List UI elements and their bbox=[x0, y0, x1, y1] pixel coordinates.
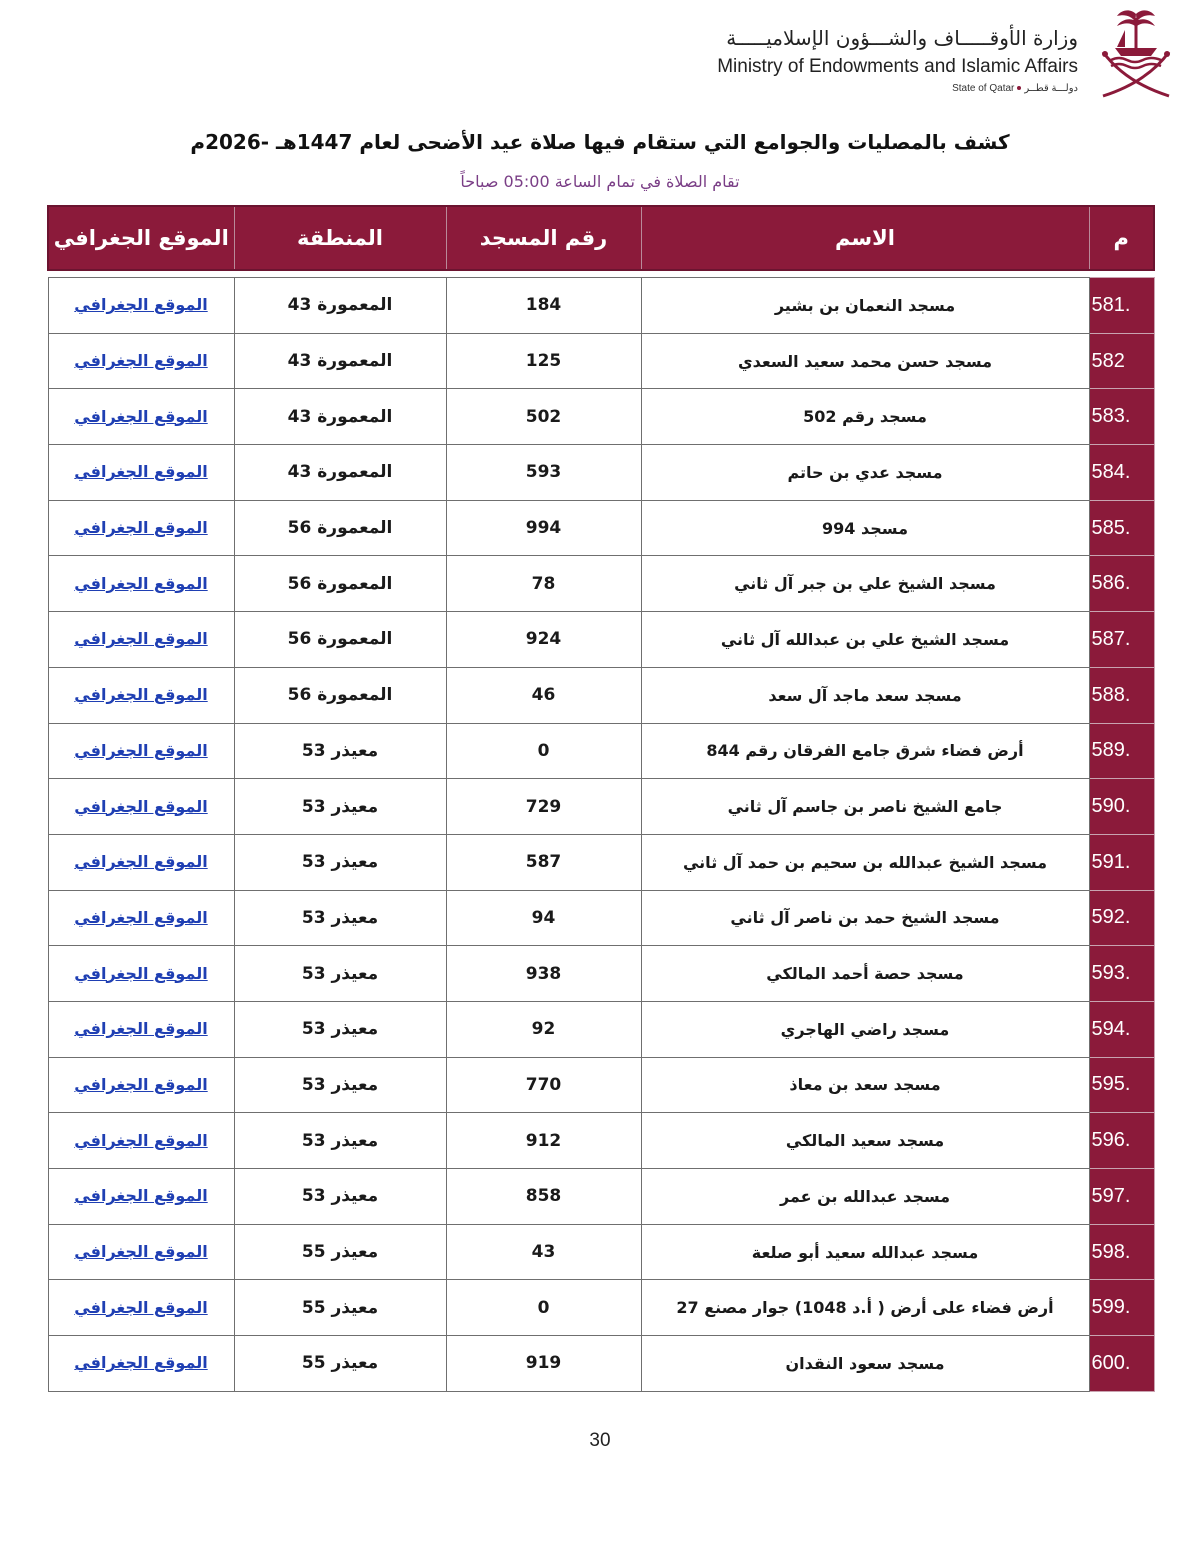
mosque-number-cell: 43 bbox=[446, 1224, 641, 1280]
mosque-name-cell: مسجد سعد ماجد آل سعد bbox=[641, 667, 1089, 723]
table-row bbox=[48, 723, 1154, 779]
location-cell bbox=[48, 1336, 234, 1392]
mosque-name-cell: مسجد عدي بن حاتم bbox=[641, 445, 1089, 501]
mosque-number-cell: 587 bbox=[446, 834, 641, 890]
mosque-number-cell: 78 bbox=[446, 556, 641, 612]
location-cell bbox=[48, 500, 234, 556]
location-cell bbox=[48, 389, 234, 445]
mosque-number-cell: 94 bbox=[446, 890, 641, 946]
location-cell bbox=[48, 1113, 234, 1169]
location-link[interactable]: الموقع الجغرافي bbox=[74, 351, 208, 371]
table-row bbox=[48, 667, 1154, 723]
mosque-number-cell: 593 bbox=[446, 445, 641, 501]
mosque-name-cell: مسجد الشيخ علي بن جبر آل ثاني bbox=[641, 556, 1089, 612]
area-cell: معيذر 53 bbox=[234, 779, 446, 835]
location-link[interactable]: الموقع الجغرافي bbox=[74, 796, 208, 816]
ministry-name-arabic: وزارة الأوقـــــاف والشـــؤون الإسلاميـــــة bbox=[726, 26, 1078, 50]
mosque-number-cell: 994 bbox=[446, 500, 641, 556]
mosque-number-cell: 125 bbox=[446, 333, 641, 389]
mosque-number-cell: 770 bbox=[446, 1057, 641, 1113]
row-index-cell: 590. bbox=[1089, 779, 1154, 835]
location-cell bbox=[48, 946, 234, 1002]
row-index-cell: 583. bbox=[1089, 389, 1154, 445]
row-index-cell: 585. bbox=[1089, 500, 1154, 556]
table-row bbox=[48, 890, 1154, 946]
table-row bbox=[48, 556, 1154, 612]
location-cell bbox=[48, 612, 234, 668]
location-cell bbox=[48, 667, 234, 723]
row-index-cell: 582 bbox=[1089, 333, 1154, 389]
table-row bbox=[48, 1224, 1154, 1280]
table-row bbox=[48, 333, 1154, 389]
mosque-name-cell: جامع الشيخ ناصر بن جاسم آل ثاني bbox=[641, 779, 1089, 835]
area-cell: معيذر 55 bbox=[234, 1336, 446, 1392]
header-spacer bbox=[48, 270, 1154, 278]
location-link[interactable]: الموقع الجغرافي bbox=[74, 740, 208, 760]
location-cell bbox=[48, 1169, 234, 1225]
area-cell: معيذر 53 bbox=[234, 1057, 446, 1113]
area-cell: المعمورة 56 bbox=[234, 556, 446, 612]
mosque-number-cell: 912 bbox=[446, 1113, 641, 1169]
row-index-cell: 595. bbox=[1089, 1057, 1154, 1113]
location-link[interactable]: الموقع الجغرافي bbox=[74, 963, 208, 983]
table-body bbox=[48, 278, 1154, 1392]
location-link[interactable]: الموقع الجغرافي bbox=[74, 1130, 208, 1150]
page-number: 30 bbox=[589, 1430, 611, 1451]
table-row bbox=[48, 946, 1154, 1002]
mosque-number-cell: 919 bbox=[446, 1336, 641, 1392]
ministry-name-english: Ministry of Endowments and Islamic Affairs bbox=[717, 56, 1078, 77]
column-header-area: المنطقة bbox=[234, 206, 446, 270]
table-row bbox=[48, 834, 1154, 890]
location-link[interactable]: الموقع الجغرافي bbox=[74, 1019, 208, 1039]
row-index-cell: 586. bbox=[1089, 556, 1154, 612]
area-cell: المعمورة 43 bbox=[234, 389, 446, 445]
location-cell bbox=[48, 890, 234, 946]
location-cell bbox=[48, 834, 234, 890]
table-row bbox=[48, 278, 1154, 334]
mosque-list-table bbox=[47, 205, 1155, 1392]
location-link[interactable]: الموقع الجغرافي bbox=[74, 1297, 208, 1317]
row-index-cell: 600. bbox=[1089, 1336, 1154, 1392]
document-title: كشف بالمصليات والجوامع التي ستقام فيها صلاة عيد الأضحى لعام 1447هـ -2026م bbox=[190, 130, 1010, 154]
state-label-arabic: دولـــة قطــر bbox=[1024, 83, 1078, 94]
table-row bbox=[48, 389, 1154, 445]
row-index-cell: 592. bbox=[1089, 890, 1154, 946]
row-index-cell: 596. bbox=[1089, 1113, 1154, 1169]
table-row bbox=[48, 1057, 1154, 1113]
location-link[interactable]: الموقع الجغرافي bbox=[74, 406, 208, 426]
row-index-cell: 584. bbox=[1089, 445, 1154, 501]
mosque-name-cell: مسجد سعود النقدان bbox=[641, 1336, 1089, 1392]
area-cell: معيذر 53 bbox=[234, 1169, 446, 1225]
table-row bbox=[48, 1169, 1154, 1225]
location-link[interactable]: الموقع الجغرافي bbox=[74, 573, 208, 593]
area-cell: معيذر 53 bbox=[234, 946, 446, 1002]
row-index-cell: 597. bbox=[1089, 1169, 1154, 1225]
mosque-number-cell: 729 bbox=[446, 779, 641, 835]
area-cell: معيذر 53 bbox=[234, 1113, 446, 1169]
mosque-number-cell: 92 bbox=[446, 1001, 641, 1057]
mosque-number-cell: 502 bbox=[446, 389, 641, 445]
location-link[interactable]: الموقع الجغرافي bbox=[74, 629, 208, 649]
location-link[interactable]: الموقع الجغرافي bbox=[74, 518, 208, 538]
location-cell bbox=[48, 1001, 234, 1057]
column-header-name: الاسم bbox=[641, 206, 1089, 270]
table-row bbox=[48, 779, 1154, 835]
mosque-name-cell: مسجد رقم 502 bbox=[641, 389, 1089, 445]
mosque-name-cell: أرض فضاء شرق جامع الفرقان رقم 844 bbox=[641, 723, 1089, 779]
area-cell: معيذر 53 bbox=[234, 723, 446, 779]
location-link[interactable]: الموقع الجغرافي bbox=[74, 907, 208, 927]
mosque-name-cell: مسجد الشيخ علي بن عبدالله آل ثاني bbox=[641, 612, 1089, 668]
area-cell: المعمورة 56 bbox=[234, 612, 446, 668]
mosque-number-cell: 184 bbox=[446, 278, 641, 334]
location-link[interactable]: الموقع الجغرافي bbox=[74, 1074, 208, 1094]
table-header bbox=[48, 206, 1154, 270]
mosque-name-cell: مسجد 994 bbox=[641, 500, 1089, 556]
mosque-number-cell: 0 bbox=[446, 1280, 641, 1336]
mosque-number-cell: 0 bbox=[446, 723, 641, 779]
row-index-cell: 593. bbox=[1089, 946, 1154, 1002]
area-cell: معيذر 53 bbox=[234, 890, 446, 946]
mosque-name-cell: مسجد حسن محمد سعيد السعدي bbox=[641, 333, 1089, 389]
mosque-name-cell: مسجد عبدالله بن عمر bbox=[641, 1169, 1089, 1225]
location-link[interactable]: الموقع الجغرافي bbox=[74, 295, 208, 315]
location-cell bbox=[48, 723, 234, 779]
prayer-time-subtitle: تقام الصلاة في تمام الساعة 05:00 صباحاً bbox=[460, 172, 740, 191]
location-link[interactable]: الموقع الجغرافي bbox=[74, 1186, 208, 1206]
state-label bbox=[952, 83, 1078, 94]
mosque-name-cell: مسجد حصة أحمد المالكي bbox=[641, 946, 1089, 1002]
row-index-cell: 587. bbox=[1089, 612, 1154, 668]
location-link[interactable]: الموقع الجغرافي bbox=[74, 462, 208, 482]
row-index-cell: 589. bbox=[1089, 723, 1154, 779]
area-cell: معيذر 53 bbox=[234, 834, 446, 890]
location-cell bbox=[48, 445, 234, 501]
area-cell: معيذر 55 bbox=[234, 1280, 446, 1336]
mosque-name-cell: مسجد راضي الهاجري bbox=[641, 1001, 1089, 1057]
area-cell: المعمورة 43 bbox=[234, 445, 446, 501]
column-header-location: الموقع الجغرافي bbox=[48, 206, 234, 270]
table-row bbox=[48, 612, 1154, 668]
area-cell: معيذر 55 bbox=[234, 1224, 446, 1280]
mosque-name-cell: مسجد سعيد المالكي bbox=[641, 1113, 1089, 1169]
table-row bbox=[48, 1001, 1154, 1057]
table-row bbox=[48, 500, 1154, 556]
location-cell bbox=[48, 556, 234, 612]
row-index-cell: 581. bbox=[1089, 278, 1154, 334]
state-label-english: State of Qatar bbox=[952, 83, 1015, 94]
area-cell: المعمورة 56 bbox=[234, 667, 446, 723]
area-cell: المعمورة 43 bbox=[234, 278, 446, 334]
row-index-cell: 588. bbox=[1089, 667, 1154, 723]
row-index-cell: 591. bbox=[1089, 834, 1154, 890]
location-cell bbox=[48, 779, 234, 835]
area-cell: معيذر 53 bbox=[234, 1001, 446, 1057]
row-index-cell: 594. bbox=[1089, 1001, 1154, 1057]
mosque-name-cell: مسجد النعمان بن بشير bbox=[641, 278, 1089, 334]
separator-dot-icon bbox=[1017, 86, 1021, 90]
mosque-number-cell: 938 bbox=[446, 946, 641, 1002]
location-cell bbox=[48, 278, 234, 334]
column-header-index: م bbox=[1089, 206, 1154, 270]
location-link[interactable]: الموقع الجغرافي bbox=[74, 852, 208, 872]
mosque-name-cell: أرض فضاء على أرض ( أ.د 1048) جوار مصنع 27 bbox=[641, 1280, 1089, 1336]
mosque-number-cell: 924 bbox=[446, 612, 641, 668]
mosque-name-cell: مسجد عبدالله سعيد أبو صلعة bbox=[641, 1224, 1089, 1280]
table-row bbox=[48, 1336, 1154, 1392]
area-cell: المعمورة 56 bbox=[234, 500, 446, 556]
qatar-emblem-icon bbox=[1095, 4, 1177, 100]
location-cell bbox=[48, 333, 234, 389]
table-row bbox=[48, 1280, 1154, 1336]
mosque-number-cell: 46 bbox=[446, 667, 641, 723]
mosque-name-cell: مسجد الشيخ حمد بن ناصر آل ثاني bbox=[641, 890, 1089, 946]
row-index-cell: 598. bbox=[1089, 1224, 1154, 1280]
location-cell bbox=[48, 1057, 234, 1113]
location-cell bbox=[48, 1224, 234, 1280]
location-cell bbox=[48, 1280, 234, 1336]
page-header bbox=[0, 0, 1200, 110]
column-header-mosque-number: رقم المسجد bbox=[446, 206, 641, 270]
row-index-cell: 599. bbox=[1089, 1280, 1154, 1336]
table-row bbox=[48, 445, 1154, 501]
mosque-name-cell: مسجد سعد بن معاذ bbox=[641, 1057, 1089, 1113]
location-link[interactable]: الموقع الجغرافي bbox=[74, 1353, 208, 1373]
mosque-number-cell: 858 bbox=[446, 1169, 641, 1225]
table-row bbox=[48, 1113, 1154, 1169]
area-cell: المعمورة 43 bbox=[234, 333, 446, 389]
mosque-name-cell: مسجد الشيخ عبدالله بن سحيم بن حمد آل ثاني bbox=[641, 834, 1089, 890]
location-link[interactable]: الموقع الجغرافي bbox=[74, 1242, 208, 1262]
location-link[interactable]: الموقع الجغرافي bbox=[74, 685, 208, 705]
